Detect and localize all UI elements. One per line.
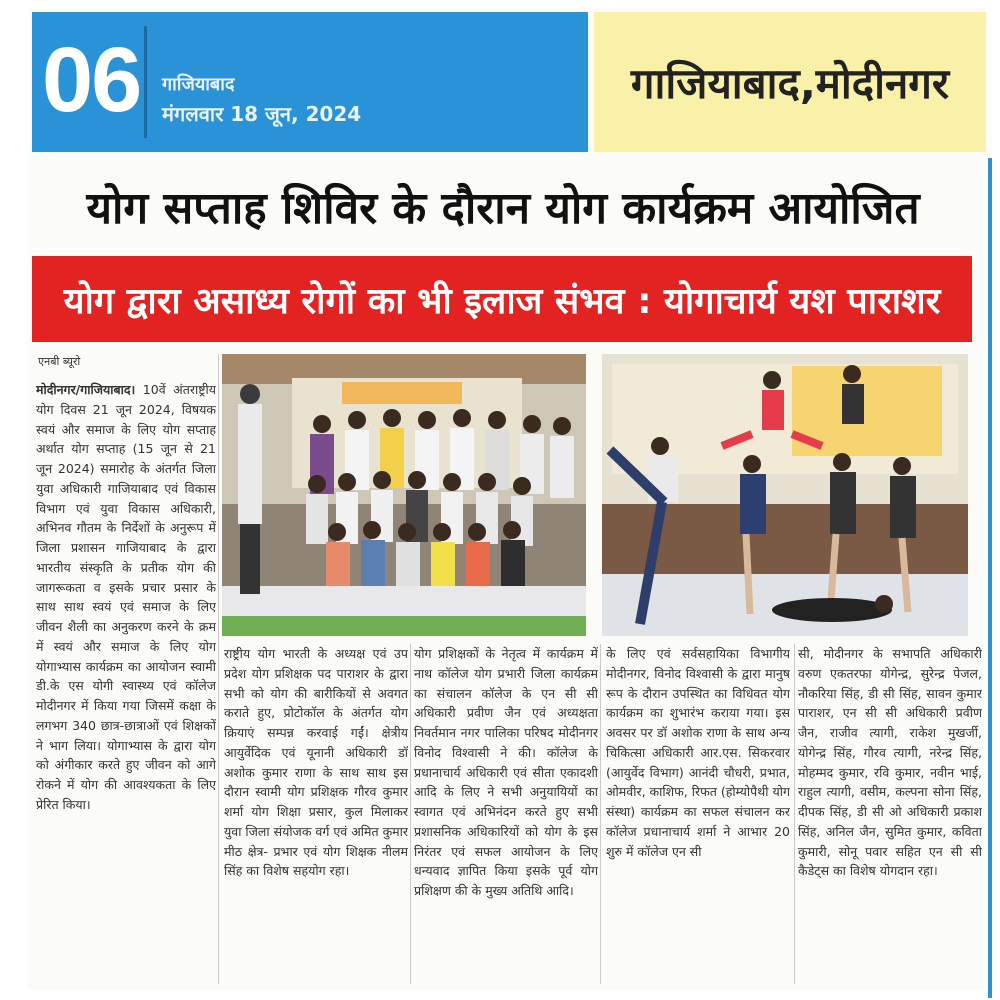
section-band xyxy=(594,12,986,152)
column-divider xyxy=(600,644,601,984)
edition-city: गाजियाबाद xyxy=(162,74,235,95)
masthead-blue-band xyxy=(32,12,588,152)
dateline: मोदीनगर/गाजियाबाद। xyxy=(36,382,136,397)
group-photo xyxy=(222,354,586,636)
column-divider xyxy=(410,644,411,984)
headline: योग सप्ताह शिविर के दौरान योग कार्यक्रम आयोजित xyxy=(86,183,920,234)
article-text-1: 10वें अंतराष्ट्रीय योग दिवस 21 जून 2024, विषयक स्वयं और समाज के लिए योग सप्ताह अर्थात योग सप्ताह (15 जून से 21 जून 2024) समारोह के अंतर्गत जिला युवा अधिकारी गाजियाबाद एवं विकास विभाग एवं युवा विकास अधिकारी, अभिनव गौतम के निर्देशों के अनुरूप में जिला प्रशासन गाजियाबाद के द्वारा भारतीय संस्कृति के प्रतीक योग की जागरूकता व इसके प्रचार प्रसार के साथ साथ स्वयं एवं समाज के लिए जीवन शैली का अनुकरण करने के क्रम में स्वयं और समाज के लिए योग योगाभ्यास कार्यक्रम का आयोजन स्वामी डी.के एस योगी स्वास्थ्य एवं कॉलेज मोदीनगर में किया गया जिसमें कक्षा के लगभग 340 छात्र-छात्राओं एवं शिक्षकों ने भाग लिया। योगाभ्यास के द्वारा योग को अंगीकार करते हुए जीवन को आगे रोकने में योग की आवश्यकता के लिए प्रेरित किया। xyxy=(36,382,216,812)
article-column-2: राष्ट्रीय योग भारती के अध्यक्ष एवं उप प्रदेश योग प्रशिक्षक पद पाराशर के द्वारा सभी को योग की बारीकियों से अवगत कराते हुए, प्रोटोकॉल के अंतर्गत योग क्रियाएं सम्पन्न करवाई गईं। क्षेत्रीय आयुर्वेदिक एवं यूनानी अधिकारी डॉ अशोक कुमार राणा के साथ साथ इस दौरान स्वामी योग प्रशिक्षक गौरव कुमार शर्मा योग शिक्षा प्रसार, कुल मिलाकर युवा जिला संयोजक वर्ग एवं अमित कुमार मीठ क्षेत्र- प्रभार एवं योग शिक्षक नीलम सिंह का विशेष सहयोग रहा। xyxy=(224,646,408,879)
masthead-divider xyxy=(144,26,147,138)
article-column-5: सी, मोदीनगर के सभापति अधिकारी वरुण एकतरफा योगेन्द्र, सुरेन्द्र पेजल, नौकरिया सिंह, डी सी सिंह, सावन कुमार पाराशर, एन सी सी अधिकारी प्रवीण जैन, राजीव त्यागी, राकेश मुखर्जी, योगेन्द्र सिंह, गौरव त्यागी, नरेन्द्र सिंह, मोहम्मद कुमार, रवि कुमार, नवीन भाई, राहुल त्यागी, वसीम, कल्पना सोना सिंह, दीपक सिंह, डी सी ओ अधिकारी प्रकाश सिंह, अनिल जैन, सुमित कुमार, कविता कुमारी, सोनू पवार सहित एन सी सी कैडेट्स का विशेष योगदान रहा। xyxy=(798,646,982,879)
byline: एनबी ब्यूरो xyxy=(38,355,81,368)
group-photo-illustration xyxy=(222,354,586,636)
yoga-pose-illustration xyxy=(602,354,968,636)
right-edge-rule xyxy=(988,158,992,998)
newspaper-page xyxy=(28,8,986,990)
yoga-pose-photo xyxy=(602,354,968,636)
column-divider xyxy=(218,354,219,984)
article-column-3: योग प्रशिक्षकों के नेतृत्व में कार्यक्रम में नाथ कॉलेज योग प्रभारी जिला कार्यक्रम का संचालन कॉलेज के एन सी सी अधिकारी प्रवीण जैन एवं अध्यक्षता निवर्तमान नगर पालिका परिषद मोदीनगर विनोद विश्वासी ने की। कॉलेज के प्रधानाचार्य अधिकारी एवं सीता एकादशी आदि के लिए ने सभी अनुयायियों का स्वागत एवं अभिनंदन करते हुए सभी प्रशासनिक अधिकारियों को योग के इस निरंतर एवं सफल आयोजन के लिए धन्यवाद ज्ञापित किया इसके पूर्व योग प्रशिक्षण की के मुख्य अतिथि आदि। xyxy=(414,646,598,898)
page-number: 06 xyxy=(42,29,141,131)
edition-date: मंगलवार 18 जून, 2024 xyxy=(162,102,362,126)
article-column-1 xyxy=(36,380,216,984)
column-divider xyxy=(794,644,795,984)
section-title: गाजियाबाद,मोदीनगर xyxy=(630,59,950,108)
article-column-4: के लिए एवं सर्वसहायिका विभागीय मोदीनगर, विनोद विश्वासी के द्वारा मानुष रूप के दौरान उपस्थित का विधिवत योग कार्यक्रम का शुभारंभ कराया गया। इस अवसर पर डॉ अशोक राणा के साथ अन्य चिकित्सा अधिकारी आर.एस. सिकरवार (आयुर्वेद विभाग) आनंदी चौधरी, प्रभात, ओमवीर, काशिफ, रिफत (होम्योपैथी योग संस्था) कार्यक्रम का सफल संचालन कर कॉलेज प्रधानाचार्य शर्मा ने आभार 20 शुरु में कॉलेज एन सी xyxy=(606,646,790,859)
subheadline: योग द्वारा असाध्य रोगों का भी इलाज संभव : योगाचार्य यश पाराशर xyxy=(32,256,972,342)
